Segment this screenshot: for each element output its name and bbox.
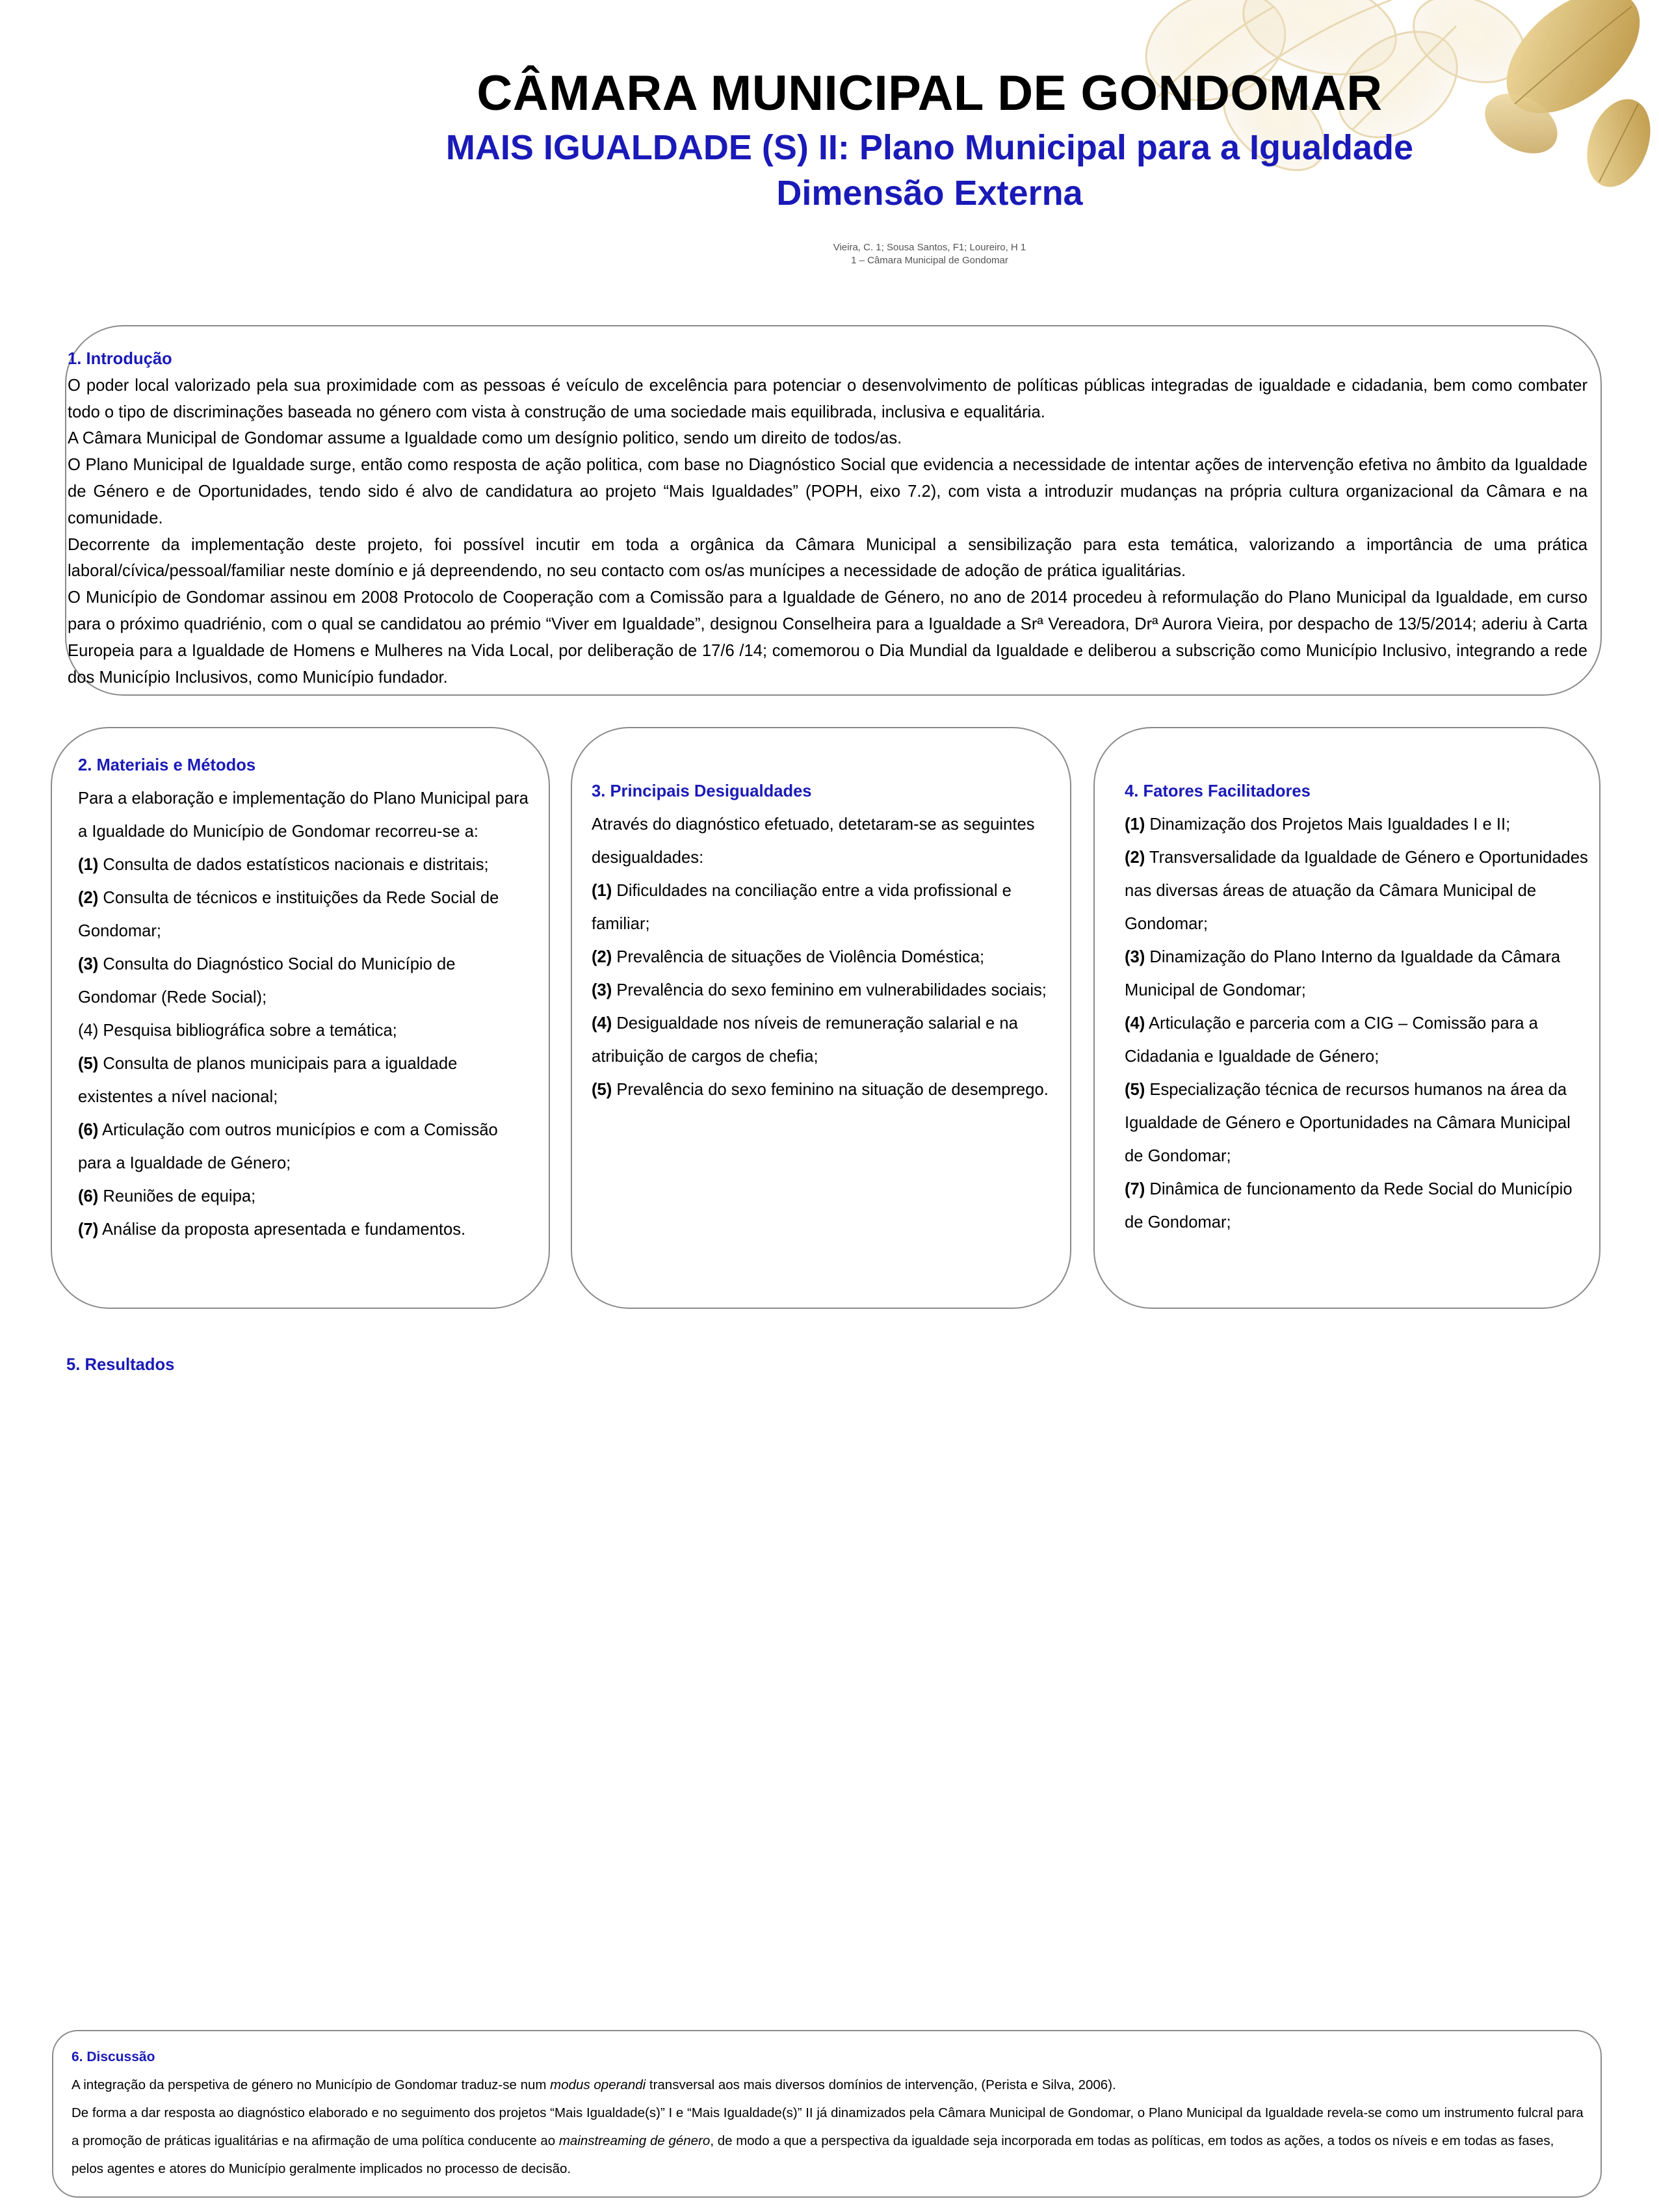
inequalities-section (571, 727, 1071, 1309)
list-item: (5) Prevalência do sexo feminino na situação de desemprego. (592, 1081, 1049, 1099)
facilitators-title: 4. Fatores Facilitadores (1125, 782, 1311, 800)
methods-intro: Para a elaboração e implementação do Plano Municipal para a Igualdade do Município de Gondomar recorreu-se a: (78, 789, 529, 841)
authors: Vieira, C. 1; Sousa Santos, F1; Loureiro, H 1 (833, 242, 1026, 253)
list-item: (2) Consulta de técnicos e instituições da Rede Social de Gondomar; (78, 889, 499, 940)
list-item: (1) Consulta de dados estatísticos nacionais e distritais; (78, 856, 489, 874)
methods-title: 2. Materiais e Métodos (78, 756, 256, 774)
inequalities-intro: Através do diagnóstico efetuado, detetaram-se as seguintes desigualdades: (592, 815, 1035, 867)
list-item: (1) Dinamização dos Projetos Mais Igualdades I e II; (1125, 815, 1511, 834)
list-item: (4) Articulação e parceria com a CIG – Comissão para a Cidadania e Igualdade de Género; (1125, 1014, 1538, 1066)
list-item: (3) Prevalência do sexo feminino em vulnerabilidades sociais; (592, 981, 1047, 999)
list-item: (5) Especialização técnica de recursos humanos na área da Igualdade de Género e Oportunidades na Câmara Municipal de Gondomar; (1125, 1081, 1571, 1165)
discussion-paragraph: A integração da perspetiva de género no Município de Gondomar traduz-se num modus operandi transversal aos mais diversos domínios de intervenção, (Perista e Silva, 2006). (72, 2077, 1116, 2092)
intro-paragraph: O poder local valorizado pela sua proximidade com as pessoas é veículo de excelência para potenciar o desenvolvimento de políticas públicas integradas de igualdade e cidadania, bem como combater todo o tipo de discriminações baseada no género com vista à construção de uma sociedade mais equilibrada, inclusiva e equalitária. (68, 376, 1587, 421)
affiliation: 1 – Câmara Municipal de Gondomar (851, 255, 1008, 266)
list-item: (3) Dinamização do Plano Interno da Igualdade da Câmara Municipal de Gondomar; (1125, 948, 1561, 999)
list-item: (7) Análise da proposta apresentada e fundamentos. (78, 1220, 466, 1239)
results-title: 5. Resultados (66, 1356, 175, 1374)
introduction-title: 1. Introdução (68, 350, 172, 368)
methods-section (51, 727, 550, 1309)
list-item: (2) Prevalência de situações de Violência Doméstica; (592, 948, 985, 966)
introduction-section (65, 325, 1602, 696)
list-item: (3) Consulta do Diagnóstico Social do Município de Gondomar (Rede Social); (78, 955, 456, 1007)
facilitators-section (1093, 727, 1600, 1309)
list-item: (6) Reuniões de equipa; (78, 1187, 256, 1205)
list-item: (4) Desigualdade nos níveis de remuneração salarial e na atribuição de cargos de chefia; (592, 1014, 1018, 1066)
discussion-title: 6. Discussão (72, 2049, 155, 2064)
poster-subtitle-line2: Dimensão Externa (776, 174, 1083, 213)
intro-paragraph: A Câmara Municipal de Gondomar assume a Igualdade como um desígnio politico, sendo um direito de todos/as. (68, 429, 902, 448)
discussion-paragraph: De forma a dar resposta ao diagnóstico elaborado e no seguimento dos projetos “Mais Igualdade(s)” I e “Mais Igualdade(s)” II já dinamizados pela Câmara Municipal de Gondomar, o Plano Municipal da Igualdade revela-se como um instrumento fulcral para a promoção de práticas igualitárias e na afirmação de uma política conducente ao mainstreaming de género, de modo a que a perspectiva da igualdade seja incorporada em todas as políticas, em todos as ações, a todos os níveis e em todas as fases, pelos agentes e atores do Município geralmente implicados no processo de decisão. (72, 2105, 1584, 2176)
list-item: (1) Dificuldades na conciliação entre a vida profissional e familiar; (592, 882, 1012, 933)
list-item: (4) Pesquisa bibliográfica sobre a temática; (78, 1021, 397, 1040)
intro-paragraph: Decorrente da implementação deste projeto, foi possível incutir em toda a orgânica da Câmara Municipal a sensibilização para esta temática, valorizando a importância de uma prática laboral/cívica/pessoal/familiar neste domínio e já depreendendo, no seu contacto com os/as munícipes a necessidade de adoção de prática igualitárias. (68, 535, 1587, 581)
poster-subtitle-line1: MAIS IGUALDADE (S) II: Plano Municipal para a Igualdade (445, 128, 1414, 167)
list-item: (7) Dinâmica de funcionamento da Rede Social do Município de Gondomar; (1125, 1180, 1573, 1231)
intro-paragraph: O Plano Municipal de Igualdade surge, então como resposta de ação politica, com base no Diagnóstico Social que evidencia a necessidade de intentar ações de intervenção efetiva no âmbito da Igualdade de Género e de Oportunidades, tendo sido é alvo de candidatura ao projeto “Mais Igualdades” (POPH, eixo 7.2), com vista a introduzir mudanças na própria cultura organizacional da Câmara e na comunidade. (68, 456, 1587, 527)
inequalities-title: 3. Principais Desigualdades (592, 782, 812, 800)
list-item: (6) Articulação com outros municípios e com a Comissão para a Igualdade de Género; (78, 1121, 498, 1172)
list-item: (5) Consulta de planos municipais para a igualdade existentes a nível nacional; (78, 1055, 458, 1106)
intro-paragraph: O Município de Gondomar assinou em 2008 Protocolo de Cooperação com a Comissão para a Igualdade de Género, no ano de 2014 procedeu à reformulação do Plano Municipal da Igualdade, em curso para o próximo quadriénio, com o qual se candidatou ao prémio “Viver em Igualdade”, designou Conselheira para a Igualdade a Srª Vereadora, Drª Aurora Vieira, por despacho de 13/5/2014; aderiu à Carta Europeia para a Igualdade de Homens e Mulheres na Vida Local, por deliberação de 17/6 /14; comemorou o Dia Mundial da Igualdade e deliberou a subscrição como Município Inclusivo, integrando a rede dos Município Inclusivos, como Município fundador. (68, 588, 1587, 687)
discussion-section (52, 2030, 1602, 2198)
poster-title: CÂMARA MUNICIPAL DE GONDOMAR (477, 66, 1383, 121)
list-item: (2) Transversalidade da Igualdade de Género e Oportunidades nas diversas áreas de atuação da Câmara Municipal de Gondomar; (1125, 849, 1588, 933)
